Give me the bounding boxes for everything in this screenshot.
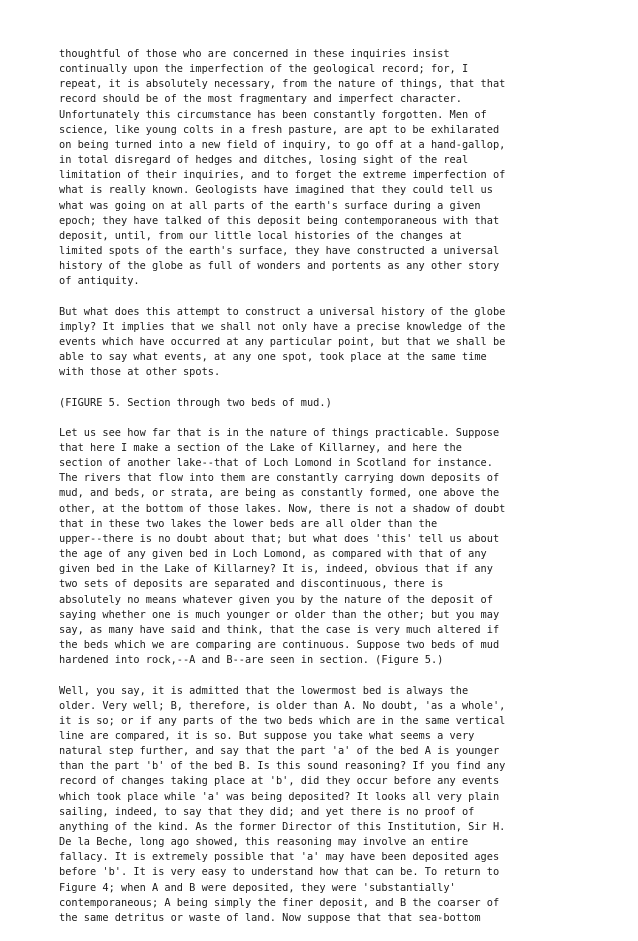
text-line: saying whether one is much younger or older than the other; but you may xyxy=(59,608,500,621)
paragraph-p5 xyxy=(59,684,579,927)
text-line: epoch; they have talked of this deposit being contemporaneous with that xyxy=(59,214,500,227)
text-line: limitation of their inquiries, and to forget the extreme imperfection of xyxy=(59,169,506,182)
text-line: repeat, it is absolutely necessary, from the nature of things, that that xyxy=(59,78,506,91)
text-line: record of changes taking place at 'b', did they occur before any events xyxy=(59,775,500,788)
text-line: limited spots of the earth's surface, they have constructed a universal xyxy=(59,245,500,258)
text-line: two sets of deposits are separated and discontinuous, there is xyxy=(59,578,444,591)
text-line: Figure 4; when A and B were deposited, they were 'substantially' xyxy=(59,881,456,894)
text-line: what is really known. Geologists have imagined that they could tell us xyxy=(59,184,493,197)
paragraph-p2 xyxy=(59,305,579,381)
text-line: the same detritus or waste of land. Now suppose that that sea-bottom xyxy=(59,911,481,924)
text-line: section of another lake--that of Loch Lomond in Scotland for instance. xyxy=(59,457,493,470)
text-line: The rivers that flow into them are constantly carrying down deposits of xyxy=(59,472,500,485)
text-line: in total disregard of hedges and ditches, losing sight of the real xyxy=(59,154,469,167)
text-line: of antiquity. xyxy=(59,275,140,288)
text-line: deposit, until, from our little local histories of the changes at xyxy=(59,229,462,242)
text-line: mud, and beds, or strata, are being as constantly formed, one above the xyxy=(59,487,500,500)
text-line: given bed in the Lake of Killarney? It is, indeed, obvious that if any xyxy=(59,563,493,576)
text-line: But what does this attempt to construct a universal history of the globe xyxy=(59,305,506,318)
paragraph-p4 xyxy=(59,426,579,669)
text-line: that here I make a section of the Lake of Killarney, and here the xyxy=(59,442,462,455)
text-line: science, like young colts in a fresh pasture, are apt to be exhilarated xyxy=(59,123,500,136)
text-line: older. Very well; B, therefore, is older than A. No doubt, 'as a whole', xyxy=(59,699,506,712)
text-line: contemporaneous; A being simply the finer deposit, and B the coarser of xyxy=(59,896,500,909)
text-line: record should be of the most fragmentary and imperfect character. xyxy=(59,93,462,106)
text-line: before 'b'. It is very easy to understand how that can be. To return to xyxy=(59,866,500,879)
text-line: on being turned into a new field of inquiry, to go off at a hand-gallop, xyxy=(59,138,506,151)
text-line: other, at the bottom of those lakes. Now, there is not a shadow of doubt xyxy=(59,502,506,515)
text-line: events which have occurred at any particular point, but that we shall be xyxy=(59,335,506,348)
text-line: upper--there is no doubt about that; but what does 'this' tell us about xyxy=(59,532,500,545)
text-line: the age of any given bed in Loch Lomond, as compared with that of any xyxy=(59,548,487,561)
text-line: De la Beche, long ago showed, this reasoning may involve an entire xyxy=(59,836,469,849)
text-line: which took place while 'a' was being deposited? It looks all very plain xyxy=(59,790,500,803)
document-page xyxy=(59,47,579,941)
text-line: the beds which we are comparing are continuous. Suppose two beds of mud xyxy=(59,639,500,652)
text-line: hardened into rock,--A and B--are seen in section. (Figure 5.) xyxy=(59,654,444,667)
text-line: Let us see how far that is in the nature of things practicable. Suppose xyxy=(59,426,500,439)
text-line: Unfortunately this circumstance has been constantly forgotten. Men of xyxy=(59,108,487,121)
paragraph-p3 xyxy=(59,396,579,411)
text-line: that in these two lakes the lower beds are all older than the xyxy=(59,517,438,530)
text-line: history of the globe as full of wonders and portents as any other story xyxy=(59,260,500,273)
text-line: sailing, indeed, to say that they did; and yet there is no proof of xyxy=(59,805,475,818)
text-line: fallacy. It is extremely possible that 'a' may have been deposited ages xyxy=(59,851,500,864)
text-line: anything of the kind. As the former Director of this Institution, Sir H. xyxy=(59,820,506,833)
text-line: (FIGURE 5. Section through two beds of mud.) xyxy=(59,396,332,409)
text-line: Well, you say, it is admitted that the lowermost bed is always the xyxy=(59,684,469,697)
text-line: say, as many have said and think, that the case is very much altered if xyxy=(59,623,500,636)
text-line: continually upon the imperfection of the geological record; for, I xyxy=(59,63,469,76)
text-line: line are compared, it is so. But suppose you take what seems a very xyxy=(59,729,475,742)
text-line: it is so; or if any parts of the two beds which are in the same vertical xyxy=(59,714,506,727)
paragraph-p1 xyxy=(59,47,579,290)
text-line: with those at other spots. xyxy=(59,366,221,379)
text-line: able to say what events, at any one spot, took place at the same time xyxy=(59,351,487,364)
text-line: natural step further, and say that the part 'a' of the bed A is younger xyxy=(59,745,500,758)
text-line: what was going on at all parts of the earth's surface during a given xyxy=(59,199,481,212)
text-line: than the part 'b' of the bed B. Is this sound reasoning? If you find any xyxy=(59,760,506,773)
text-line: absolutely no means whatever given you by the nature of the deposit of xyxy=(59,593,493,606)
text-line: thoughtful of those who are concerned in these inquiries insist xyxy=(59,48,450,60)
text-line: imply? It implies that we shall not only have a precise knowledge of the xyxy=(59,320,506,333)
